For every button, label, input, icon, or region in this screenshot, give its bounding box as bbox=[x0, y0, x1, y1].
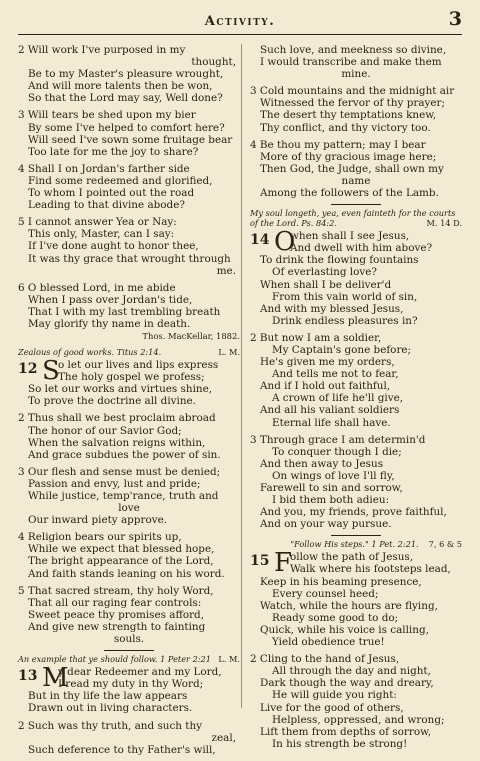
scripture-reference: Zealous of good works. Titus 2:14. bbox=[18, 347, 162, 358]
verse-line: name bbox=[341, 174, 371, 187]
verse-line: And you, my friends, prove faithful, bbox=[260, 506, 447, 519]
verse-line: 2 Thus shall we best proclaim abroad bbox=[18, 412, 216, 425]
verse-line: Yield obedience true! bbox=[272, 636, 385, 649]
verse-line: 3 Will tears be shed upon my bier bbox=[18, 109, 196, 122]
verse-line: While we expect that blessed hope, bbox=[28, 543, 215, 556]
verse-line: When shall I be deliver'd bbox=[260, 278, 392, 291]
drop-cap: F bbox=[274, 548, 293, 579]
hymn-author: Thos. MacKellar, 1882. bbox=[142, 331, 240, 342]
verse-line: And will more talents then be won, bbox=[28, 80, 213, 93]
hymn-12-stanza-2 bbox=[18, 412, 240, 460]
verse-line: My Captain's gone before; bbox=[272, 343, 412, 356]
hymn-13-stanza-4 bbox=[250, 139, 462, 199]
verse-line: Find some redeemed and glorified, bbox=[28, 174, 213, 187]
verse-line: zeal, bbox=[211, 731, 236, 744]
verse-line: Eternal life shall have. bbox=[272, 416, 391, 429]
verse-line: mine. bbox=[341, 68, 371, 81]
verse-line: 2 Such was thy truth, and such thy bbox=[18, 719, 203, 732]
verse-line: By some I've helped to comfort here? bbox=[28, 121, 225, 134]
drop-cap: M bbox=[42, 663, 69, 694]
verse-line: So let our works and virtues shine, bbox=[28, 383, 213, 396]
hymn-12-stanza-1 bbox=[18, 356, 240, 408]
verse-line: 3 Through grace I am determin'd bbox=[250, 433, 426, 446]
verse-line: The honor of our Savior God; bbox=[28, 424, 182, 437]
verse-line: 4 Shall I on Jordan's farther side bbox=[18, 162, 190, 175]
hymn-number: 12 bbox=[18, 361, 38, 378]
verse-line: Live for the good of others, bbox=[260, 701, 404, 714]
verse-line: Drink endless pleasures in? bbox=[272, 314, 418, 327]
verse-line: While justice, temp'rance, truth and bbox=[28, 490, 219, 502]
verse-line: Then God, the Judge, shall own my bbox=[260, 162, 444, 175]
verse-line: Passion and envy, lust and pride; bbox=[28, 477, 201, 490]
verse-line: Thy conflict, and thy victory too. bbox=[260, 121, 431, 134]
hymn-11-stanza-3 bbox=[18, 109, 240, 157]
verse-line: 4 Religion bears our spirits up, bbox=[18, 531, 182, 544]
scripture-reference: An example that ye should follow. 1 Peter 2:21 bbox=[18, 654, 211, 665]
verse-line: If I've done aught to honor thee, bbox=[28, 240, 199, 253]
verse-line: 5 I cannot answer Yea or Nay: bbox=[18, 216, 177, 229]
verse-line: This only, Master, can I say: bbox=[28, 228, 175, 241]
verse-line: Walk where his footsteps lead, bbox=[290, 563, 451, 576]
verse-line: And then away to Jesus bbox=[260, 457, 384, 470]
hymn-12-stanza-4 bbox=[18, 531, 240, 579]
meter-label: L. M. bbox=[218, 347, 240, 358]
hymn-15-stanza-2 bbox=[250, 653, 462, 750]
verse-line: Lift them from depths of sorrow, bbox=[260, 725, 432, 738]
verse-line: love bbox=[118, 502, 140, 515]
verse-line: o let our lives and lips express bbox=[58, 359, 219, 372]
hymn-11-stanza-5 bbox=[18, 216, 240, 276]
verse-line: From this vain world of sin, bbox=[272, 290, 418, 303]
running-header bbox=[18, 8, 462, 35]
verse-line: And grace subdues the power of sin. bbox=[28, 448, 221, 461]
section-rule bbox=[331, 204, 381, 205]
verse-line: To prove the doctrine all divine. bbox=[28, 395, 196, 408]
verse-line: But in thy life the law appears bbox=[28, 690, 188, 703]
verse-line: Watch, while the hours are flying, bbox=[260, 599, 438, 612]
verse-line: That all our raging fear controls: bbox=[28, 596, 202, 609]
verse-line: And on your way pursue. bbox=[260, 518, 392, 531]
hymn-14-stanza-2 bbox=[250, 332, 462, 429]
verse-line: He's given me my orders, bbox=[260, 356, 395, 369]
verse-line: And all his valiant soldiers bbox=[260, 404, 400, 417]
verse-line: Leading to that divine abode? bbox=[28, 199, 185, 212]
verse-line: Every counsel heed; bbox=[272, 587, 379, 600]
verse-line: Of everlasting love? bbox=[272, 266, 377, 279]
verse-line: y dear Redeemer and my Lord, bbox=[58, 666, 222, 679]
hymn-number: 15 bbox=[250, 553, 270, 570]
verse-line: me. bbox=[216, 264, 236, 277]
drop-cap: S bbox=[42, 356, 60, 387]
verse-line: Drawn out in living characters. bbox=[28, 702, 193, 715]
verse-line: All through the day and night, bbox=[272, 665, 431, 678]
hymn-13-stanza-2-cont bbox=[250, 44, 462, 80]
verse-line: So that the Lord may say, Well done? bbox=[28, 92, 223, 105]
meter-label: 7, 6 & 5 bbox=[428, 539, 462, 550]
hymn-13-stanza-1 bbox=[18, 663, 240, 715]
section-rule bbox=[331, 535, 381, 536]
verse-line: 2 Will work I've purposed in my bbox=[18, 44, 186, 56]
section-title: Activity. bbox=[204, 14, 276, 29]
verse-line: I would transcribe and make them bbox=[260, 56, 442, 69]
verse-line: And faith stands leaning on his word. bbox=[28, 567, 225, 580]
verse-line: 3 Our flesh and sense must be denied; bbox=[18, 465, 221, 478]
verse-line: On wings of love I'll fly, bbox=[272, 469, 395, 482]
verse-line: 5 That sacred stream, thy holy Word, bbox=[18, 584, 214, 597]
verse-line: Among the followers of the Lamb. bbox=[260, 187, 439, 200]
verse-line: A crown of life he'll give, bbox=[272, 392, 404, 405]
scripture-reference: "Follow His steps." 1 Pet. 2:21. bbox=[290, 539, 419, 550]
verse-line: Quick, while his voice is calling, bbox=[260, 623, 429, 636]
hymn-14-stanza-3 bbox=[250, 434, 462, 531]
hymn-number: 14 bbox=[250, 232, 270, 249]
verse-line: 4 Be thou my pattern; may I bear bbox=[250, 138, 426, 151]
column-divider bbox=[241, 44, 242, 708]
verse-line: Keep in his beaming presence, bbox=[260, 575, 422, 588]
verse-line: He will guide you right: bbox=[272, 689, 397, 702]
hymn-14-stanza-1 bbox=[250, 227, 462, 327]
verse-line: The holy gospel we profess; bbox=[58, 371, 205, 384]
hymn-12-stanza-5 bbox=[18, 585, 240, 645]
drop-cap: O bbox=[274, 227, 296, 258]
hymn-13-stanza-3 bbox=[250, 85, 462, 133]
verse-line: Such deference to thy Father's will, bbox=[28, 743, 216, 756]
verse-line: To conquer though I die; bbox=[272, 445, 402, 458]
verse-line: Such love, and meekness so divine, bbox=[260, 44, 447, 56]
verse-line: Too late for me the joy to share? bbox=[28, 145, 199, 158]
verse-line: And if I hold out faithful, bbox=[260, 380, 391, 393]
verse-line: That I with my last trembling breath bbox=[28, 305, 221, 318]
verse-line: 2 But now I am a soldier, bbox=[250, 331, 382, 344]
verse-line: ollow the path of Jesus, bbox=[290, 551, 414, 564]
hymn-15-stanza-1 bbox=[250, 548, 462, 649]
verse-line: 2 Cling to the hand of Jesus, bbox=[250, 653, 400, 666]
hymn-11-stanza-6 bbox=[18, 282, 240, 330]
hymn-13-stanza-2 bbox=[18, 720, 240, 756]
verse-line: To whom I pointed out the road bbox=[28, 187, 195, 200]
verse-line: And tells me not to fear, bbox=[272, 368, 399, 381]
verse-line: To drink the flowing fountains bbox=[260, 254, 419, 267]
verse-line: And dwell with him above? bbox=[290, 242, 433, 255]
verse-line: Witnessed the fervor of thy prayer; bbox=[260, 97, 446, 110]
verse-line: thought, bbox=[191, 56, 236, 69]
hymn-11-stanza-4 bbox=[18, 163, 240, 211]
verse-line: Farewell to sin and sorrow, bbox=[260, 482, 403, 494]
hymn-number: 13 bbox=[18, 668, 38, 685]
verse-line: Dark though the way and dreary, bbox=[260, 677, 434, 690]
verse-line: And with my blessed Jesus, bbox=[260, 302, 404, 315]
right-column bbox=[250, 44, 462, 755]
verse-line: The desert thy temptations knew, bbox=[260, 109, 437, 122]
verse-line: Will seed I've sown some fruitage bear bbox=[28, 133, 233, 146]
section-rule bbox=[104, 650, 154, 651]
hymn-14-heading bbox=[250, 208, 462, 228]
meter-label: L. M. bbox=[218, 654, 240, 665]
meter-label: M. 14 D. bbox=[426, 218, 462, 229]
left-column bbox=[18, 44, 240, 761]
verse-line: The bright appearance of the Lord, bbox=[28, 555, 214, 568]
verse-line: It was thy grace that wrought through bbox=[28, 252, 231, 265]
page-number: 3 bbox=[448, 8, 462, 30]
scripture-reference: My soul longeth, yea, even fainteth for the courts of the Lord. Ps. 84:2. bbox=[250, 208, 456, 229]
verse-line: Be to my Master's pleasure wrought, bbox=[28, 68, 224, 81]
verse-line: 6 O blessed Lord, in me abide bbox=[18, 281, 176, 294]
verse-line: More of thy gracious image here; bbox=[260, 150, 437, 163]
verse-line: Sweet peace thy promises afford, bbox=[28, 608, 205, 621]
hymn-11-stanza-2 bbox=[18, 44, 240, 104]
verse-line: when shall I see Jesus, bbox=[290, 230, 410, 243]
verse-line: Ready some good to do; bbox=[272, 611, 399, 624]
verse-line: I read my duty in thy Word; bbox=[58, 678, 204, 691]
verse-line: And give new strength to fainting bbox=[28, 620, 206, 633]
verse-line: I bid them both adieu: bbox=[272, 494, 390, 507]
verse-line: Our inward piety approve. bbox=[28, 514, 168, 527]
verse-line: souls. bbox=[113, 633, 145, 646]
verse-line: When I pass over Jordan's tide, bbox=[28, 293, 193, 306]
verse-line: May glorify thy name in death. bbox=[28, 317, 191, 330]
verse-line: When the salvation reigns within, bbox=[28, 436, 206, 449]
verse-line: 3 Cold mountains and the midnight air bbox=[250, 85, 455, 98]
verse-line: In his strength be strong! bbox=[272, 737, 408, 750]
verse-line: Helpless, oppressed, and wrong; bbox=[272, 713, 445, 726]
hymn-12-stanza-3 bbox=[18, 466, 240, 526]
